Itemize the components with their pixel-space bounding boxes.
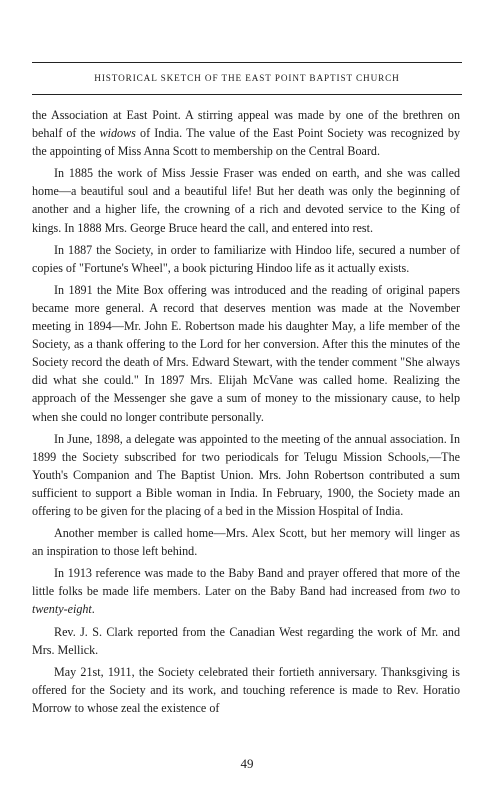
body-text bbox=[32, 106, 460, 717]
paragraph-1 bbox=[32, 106, 460, 160]
header-rule-top bbox=[32, 62, 462, 63]
paragraph-6: Another member is called home—Mrs. Alex Scott, but her memory will linger as an inspiration to those left behind. bbox=[32, 526, 460, 559]
paragraph-7 bbox=[32, 564, 460, 618]
header-rule-bottom bbox=[32, 94, 462, 95]
paragraph-4: In 1891 the Mite Box offering was introduced and the reading of original papers became more general. A record that deserves mention was made at the November meeting in 1894—Mr. John E. Robertson made his daughter May, a life member of the Society, as a thank offering to the Lord for her conversion. After this the minutes of the Society record the death of Mrs. Edward Stewart, with the tender comment "She always did what she could." In 1897 Mrs. Elijah McVane was called home. Realizing the approach of the Messenger she gave a sum of money to the missionary cause, to help when she could no longer contribute personally. bbox=[32, 282, 460, 424]
paragraph-5: In June, 1898, a delegate was appointed to the meeting of the annual association. In 1899 the Society subscribed for two periodicals for Telugu Mission Schools,—The Youth's Companion and The Baptist Union. Mrs. John Robertson contributed a sum sufficient to support a Bible woman in India. In February, 1900, the Society made an offering to be given for the placing of a bed in the Mission Hospital of India. bbox=[32, 431, 460, 518]
page-number: 49 bbox=[240, 756, 254, 771]
running-head: HISTORICAL SKETCH OF THE EAST POINT BAPTIST CHURCH bbox=[94, 73, 400, 83]
paragraph-7-text-mid: to bbox=[446, 584, 460, 599]
paragraph-8: Rev. J. S. Clark reported from the Canadian West regarding the work of Mr. and Mrs. Mellick. bbox=[32, 624, 460, 657]
paragraph-9: May 21st, 1911, the Society celebrated their fortieth anniversary. Thanksgiving is offered for the Society and its work, and touching reference is made to Rev. Horatio Morrow to whose zeal the existence of bbox=[32, 664, 460, 715]
paragraph-1-text: the Association at East Point. A stirring appeal was made by one of the brethren on behalf of the bbox=[32, 108, 460, 141]
paragraph-1-italic: widows bbox=[99, 126, 136, 141]
paragraph-3: In 1887 the Society, in order to familiarize with Hindoo life, secured a number of copies of "Fortune's Wheel", a book picturing Hindoo life as it actually exists. bbox=[32, 242, 460, 275]
paragraph-7-text: In 1913 reference was made to the Baby Band and prayer offered that more of the little folks be made life members. Later on the Baby Band had increased from bbox=[32, 566, 460, 599]
paragraph-7-italic-2: twenty-eight bbox=[32, 602, 92, 617]
paragraph-7-italic: two bbox=[428, 584, 447, 599]
paragraph-7-text-after: . bbox=[91, 602, 95, 617]
paragraph-1-text-after: of India. The value of the East Point Society was recognized by the appointing of Miss Anna Scott to membership on the Central Board. bbox=[32, 126, 460, 159]
paragraph-2: In 1885 the work of Miss Jessie Fraser was ended on earth, and she was called home—a beautiful soul and a beautiful life! But her death was only the beginning of another and a higher life, the crowning of a rich and devoted service to the King of kings. In 1888 Mrs. George Bruce heard the call, and entered into rest. bbox=[32, 166, 460, 235]
